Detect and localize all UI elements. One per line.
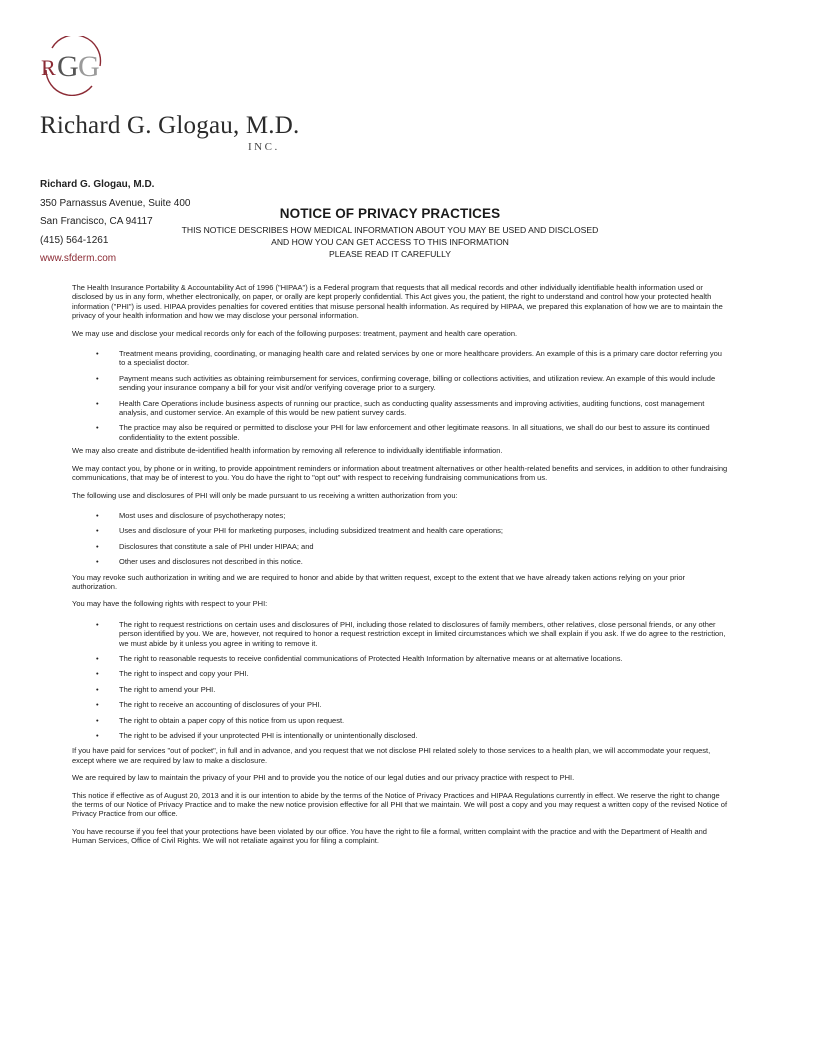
effective-paragraph: This notice if effective as of August 20, 2013 and it is our intention to abide by the terms of the Notice of Privacy Practices and HIPAA Regulations currently in effect. We reserve the right to change the terms of our Notice of Privacy Practice and to make the new notice provision effective for all PHI that we maintain. We will post a copy and you may request a written copy of the revised Notice of Privacy Practice from our office.	[72, 790, 728, 819]
notice-body	[72, 283, 730, 854]
required-paragraph: We are required by law to maintain the privacy of your PHI and to provide you the notice of our legal duties and our privacy practice with respect to PHI.	[72, 773, 575, 783]
list-item: • Most uses and disclosure of psychotherapy notes;	[72, 511, 730, 520]
firm-name: Richard G. Glogau, M.D.	[40, 112, 300, 139]
revoke-paragraph: You may revoke such authorization in writing and we are required to honor and abide by that written request, except to the extent that we have already taken actions relying on your prior authorization.	[72, 572, 686, 591]
list-item: • Payment means such activities as obtaining reimbursement for services, confirming coverage, billing or collections activities, and utilization review. An example of this would include sending your insurance company a bill for your visit and/or verifying coverage prior to a surgery.	[72, 374, 730, 393]
authorization-paragraph: The following use and disclosures of PHI will only be made pursuant to us receiving a written authorization from you:	[72, 490, 458, 500]
address-city: San Francisco, CA 94117	[40, 216, 153, 227]
list-item: • The right to request restrictions on certain uses and disclosures of PHI, including those related to disclosures of family members, other relatives, close personal friends, or any other person identified by you. We are, however, not required to honor a request restriction except in limited circumstances which we shall explain if you ask. If we do agree to the restriction, we must abide by it unless you agree in writing to remove it.	[72, 620, 730, 648]
website-link[interactable]: www.sfderm.com	[40, 253, 117, 264]
purposes-list	[72, 349, 730, 442]
address-name: Richard G. Glogau, M.D.	[40, 179, 155, 190]
purposes-paragraph: We may use and disclose your medical records only for each of the following purposes: treatment, payment and health care operation.	[72, 328, 518, 338]
notice-subtitle-3: PLEASE READ IT CAREFULLY	[329, 249, 451, 259]
notice-title-block	[160, 206, 620, 260]
list-item: • Disclosures that constitute a sale of PHI under HIPAA; and	[72, 542, 730, 551]
out-of-pocket-paragraph: If you have paid for services "out of pocket", in full and in advance, and you request that we not disclose PHI related solely to those services to a health plan, we will accommodate your request, except where we are required by law to make a disclosure.	[72, 746, 711, 765]
list-item: • Uses and disclosure of your PHI for marketing purposes, including subsidized treatment and health care operations;	[72, 526, 730, 535]
deidentified-paragraph: We may also create and distribute de-identified health information by removing all reference to individually identifiable information.	[72, 446, 503, 456]
list-item: • Health Care Operations include business aspects of running our practice, such as conducting quality assessments and improving activities, auditing functions, cost management analysis, and customer service. An example of this would be new patient survey cards.	[72, 399, 730, 418]
list-item: • The right to inspect and copy your PHI.	[72, 669, 730, 678]
list-item: • The right to receive an accounting of disclosures of your PHI.	[72, 700, 730, 709]
notice-title: NOTICE OF PRIVACY PRACTICES	[279, 206, 501, 221]
firm-suffix: INC.	[248, 141, 280, 153]
address-street: 350 Parnassus Avenue, Suite 400	[40, 197, 191, 209]
address-phone: (415) 564-1261	[40, 234, 109, 246]
logo-letter-g1: G	[57, 50, 79, 83]
list-item: • The right to amend your PHI.	[72, 685, 730, 694]
logo-letter-r: R	[41, 55, 56, 80]
rights-paragraph: You may have the following rights with respect to your PHI:	[72, 599, 268, 609]
authorization-list	[72, 511, 730, 567]
rights-list	[72, 620, 730, 741]
intro-paragraph: The Health Insurance Portability & Accountability Act of 1996 ("HIPAA") is a Federal program that requests that all medical records and other individually identifiable health information used or disclosed by us in any form, whether electronically, on paper, or orally are kept properly confidential. This Act gives you, the patient, the right to understand and control how your protected health information ("PHI") is used. HIPAA provides penalties for covered entities that misuse personal health information. As required by HIPAA, we prepared this explanation of how we are to maintain the privacy of your health information and how we may disclose your personal information.	[72, 283, 723, 321]
logo-letter-g2: G	[78, 50, 100, 83]
recourse-paragraph: You have recourse if you feel that your protections have been violated by our office. You have the right to file a formal, written complaint with the practice and with the Department of Health and Human Services, Office of Civil Rights. We will not retaliate against you for filing a complaint.	[72, 826, 707, 846]
list-item: • Other uses and disclosures not described in this notice.	[72, 557, 730, 566]
list-item: • The right to obtain a paper copy of this notice from us upon request.	[72, 716, 730, 725]
list-item: • The practice may also be required or permitted to disclose your PHI for law enforcement and other legitimate reasons. In all situations, we shall do our best to assure its continued confidentiality to the extent possible.	[72, 423, 730, 442]
list-item: • The right to be advised if your unprotected PHI is intentionally or unintentionally disclosed.	[72, 731, 730, 740]
notice-subtitle-2: AND HOW YOU CAN GET ACCESS TO THIS INFORMATION	[271, 237, 509, 247]
rgg-logo	[30, 36, 110, 96]
contact-paragraph: We may contact you, by phone or in writing, to provide appointment reminders or information about treatment alternatives or other health-related benefits and services, in addition to other fundraising communications, that may be of interest to you. You do have the right to "opt out" with respect to receiving fundraising communications from us.	[72, 463, 728, 483]
list-item: • The right to reasonable requests to receive confidential communications of Protected Health Information by alternative means or at alternative locations.	[72, 654, 730, 663]
notice-subtitle-1: THIS NOTICE DESCRIBES HOW MEDICAL INFORMATION ABOUT YOU MAY BE USED AND DISCLOSED	[181, 225, 599, 235]
list-item: • Treatment means providing, coordinating, or managing health care and related services by one or more healthcare providers. An example of this is a primary care doctor referring you to a specialist doctor.	[72, 349, 730, 368]
